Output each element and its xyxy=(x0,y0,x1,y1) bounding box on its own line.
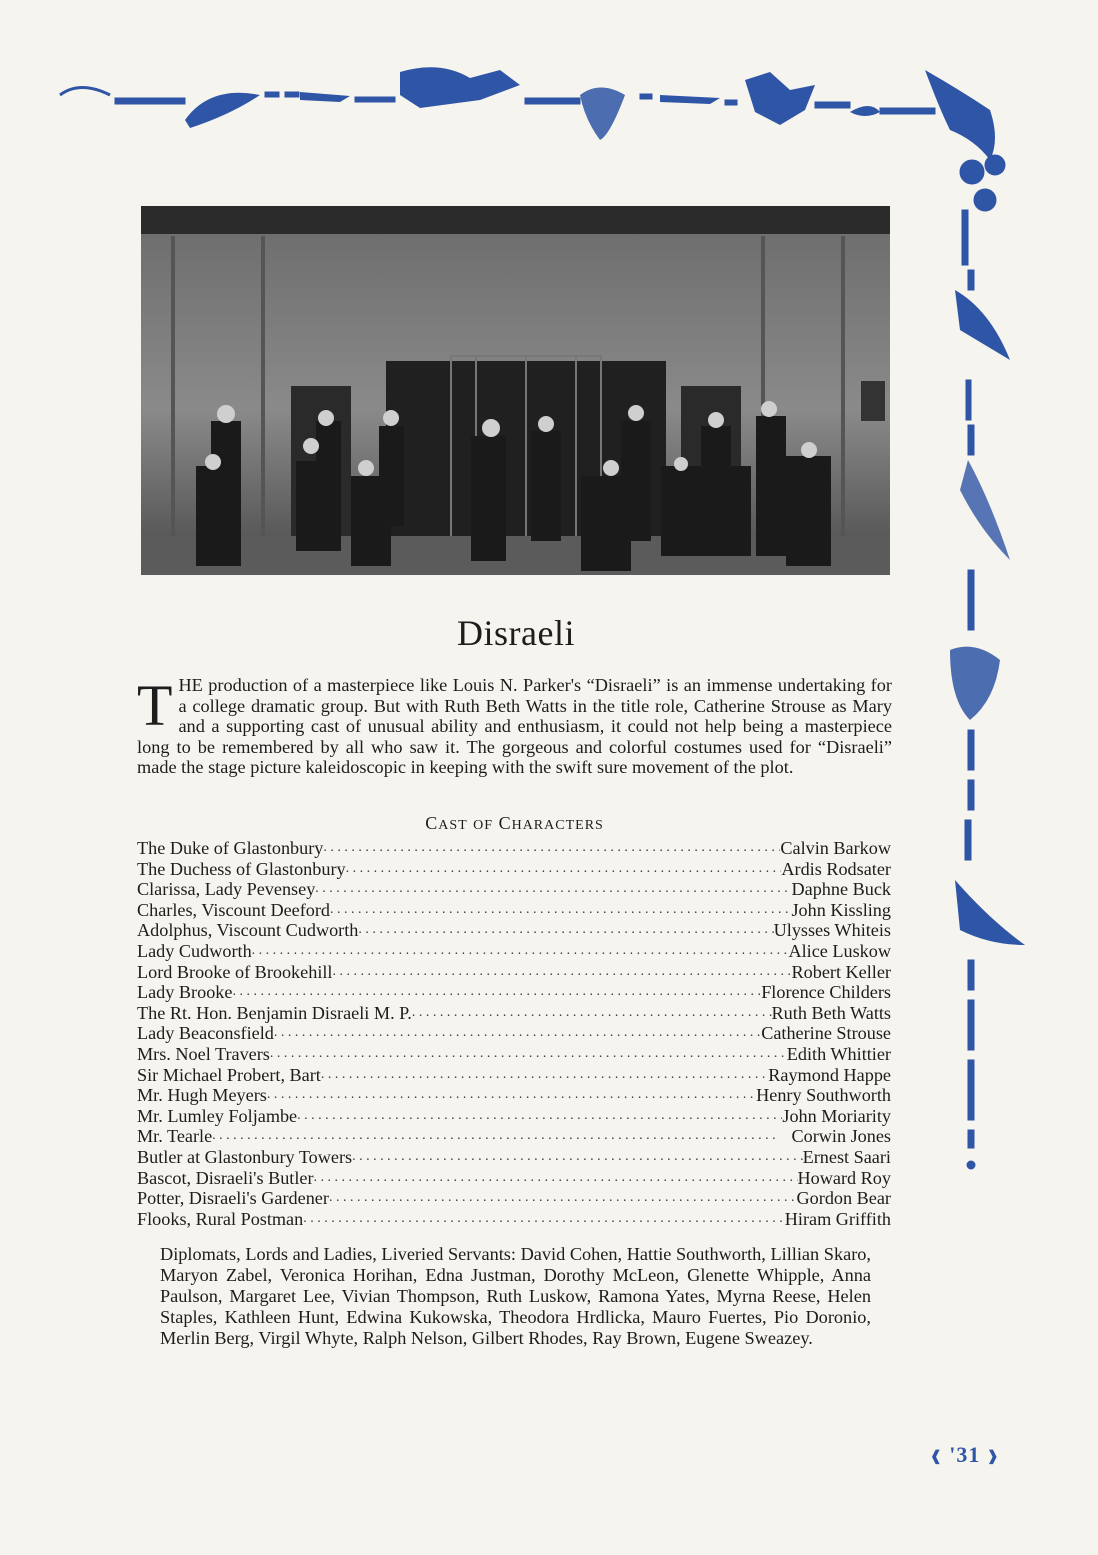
cast-row xyxy=(137,879,891,900)
cast-actor: Robert Keller xyxy=(791,961,891,982)
cast-role: Adolphus, Viscount Cudworth xyxy=(137,920,359,941)
stage-photograph xyxy=(141,206,890,575)
cast-role: Lady Brooke xyxy=(137,982,233,1003)
cast-role: Lady Beaconsfield xyxy=(137,1023,274,1044)
cast-row xyxy=(137,1044,891,1065)
cast-actor: Henry Southworth xyxy=(756,1085,891,1106)
cast-role: Mr. Hugh Meyers xyxy=(137,1085,267,1106)
cast-actor: John Kissling xyxy=(791,899,891,920)
cast-role: Charles, Viscount Deeford xyxy=(137,899,331,920)
cast-actor: Catherine Strouse xyxy=(761,1023,891,1044)
cast-row xyxy=(137,941,891,962)
cast-actor: Ardis Rodsater xyxy=(781,858,891,879)
intro-paragraph xyxy=(137,675,892,778)
cast-actor: Edith Whittier xyxy=(786,1043,891,1064)
cast-role: Mr. Lumley Foljambe xyxy=(137,1105,298,1126)
cast-row xyxy=(137,1085,891,1106)
cast-role: Flooks, Rural Postman xyxy=(137,1208,304,1229)
cast-actor: Calvin Barkow xyxy=(780,838,891,858)
cast-row xyxy=(137,1106,891,1127)
cast-actor: Florence Childers xyxy=(761,982,891,1003)
cast-actor: Raymond Happe xyxy=(768,1064,891,1085)
cast-actor: Hiram Griffith xyxy=(784,1208,891,1229)
page-folio xyxy=(930,1442,1030,1468)
cast-role: Lord Brooke of Brookehill xyxy=(137,961,333,982)
left-ornament-icon: ❰ xyxy=(930,1449,943,1465)
cast-row xyxy=(137,1003,891,1024)
cast-row xyxy=(137,1168,891,1189)
drop-cap: T xyxy=(137,673,173,738)
cast-row xyxy=(137,859,891,880)
cast-actor: Gordon Bear xyxy=(796,1188,891,1209)
cast-role: Butler at Glastonbury Towers xyxy=(137,1146,353,1167)
cast-role: Clarissa, Lady Pevensey xyxy=(137,879,316,900)
cast-row xyxy=(137,1023,891,1044)
cast-role: Sir Michael Probert, Bart xyxy=(137,1064,321,1085)
cast-actor: Corwin Jones xyxy=(791,1126,891,1147)
right-ornament-icon: ❱ xyxy=(986,1449,1000,1465)
cast-role: The Rt. Hon. Benjamin Disraeli M. P. xyxy=(137,1002,412,1023)
cast-row xyxy=(137,982,891,1003)
cast-actor: John Moriarity xyxy=(782,1105,891,1126)
article-title: Disraeli xyxy=(457,613,575,653)
cast-row xyxy=(137,838,891,859)
cast-row xyxy=(137,1126,891,1147)
cast-actor: Ulysses Whiteis xyxy=(773,920,891,941)
cast-role: Bascot, Disraeli's Butler xyxy=(137,1167,314,1188)
cast-row xyxy=(137,920,891,941)
cast-actor: Daphne Buck xyxy=(791,879,891,900)
year-label: '31 xyxy=(949,1442,981,1467)
cast-row xyxy=(137,1065,891,1086)
cast-role: Lady Cudworth xyxy=(137,940,252,961)
cast-list xyxy=(137,838,891,1229)
intro-text: HE production of a masterpiece like Louis N. Parker's “Disraeli” is an immense undertaking for a college dramatic group. But with Ruth Beth Watts in the title role, Catherine Strouse as Mary and a supporting cast of unusual ability and enthusiasm, it could not help being a masterpiece long to be remembered by all who saw it. The gorgeous and colorful costumes used for “Disraeli” made the stage picture kaleidoscopic in keeping with the swift sure movement of the plot. xyxy=(137,675,892,778)
cast-actor: Ruth Beth Watts xyxy=(771,1002,891,1023)
cast-row xyxy=(137,1147,891,1168)
cast-heading: CAST OF CHARACTERS xyxy=(425,813,604,833)
cast-role: Potter, Disraeli's Gardener xyxy=(137,1188,329,1209)
cast-row xyxy=(137,1188,891,1209)
cast-role: Mrs. Noel Travers xyxy=(137,1043,270,1064)
cast-role: The Duke of Glastonbury xyxy=(137,838,324,858)
cast-actor: Ernest Saari xyxy=(802,1146,891,1167)
cast-row xyxy=(137,962,891,983)
cast-role: Mr. Tearle xyxy=(137,1126,213,1147)
cast-role: The Duchess of Glastonbury xyxy=(137,858,346,879)
extras-paragraph: Diplomats, Lords and Ladies, Liveried Servants: David Cohen, Hattie Southworth, Lillian Skaro, Maryon Zabel, Veronica Horihan, Edna Justman, Dorothy McLeon, Glenette Whipple, Anna Paulson, Margaret Lee, Vivian Thompson, Ruth Luskow, Ramona Yates, Myrna Reese, Helen Staples, Kathleen Hunt, Edwina Kukowska, Theodora Hrdlicka, Mauro Fuertes, Pio Doronio, Merlin Berg, Virgil Whyte, Ralph Nelson, Gilbert Rhodes, Ray Brown, Eugene Sweazey. xyxy=(160,1244,871,1348)
cast-row xyxy=(137,1209,891,1230)
cast-row xyxy=(137,900,891,921)
cast-actor: Alice Luskow xyxy=(788,940,891,961)
cast-actor: Howard Roy xyxy=(797,1167,891,1188)
